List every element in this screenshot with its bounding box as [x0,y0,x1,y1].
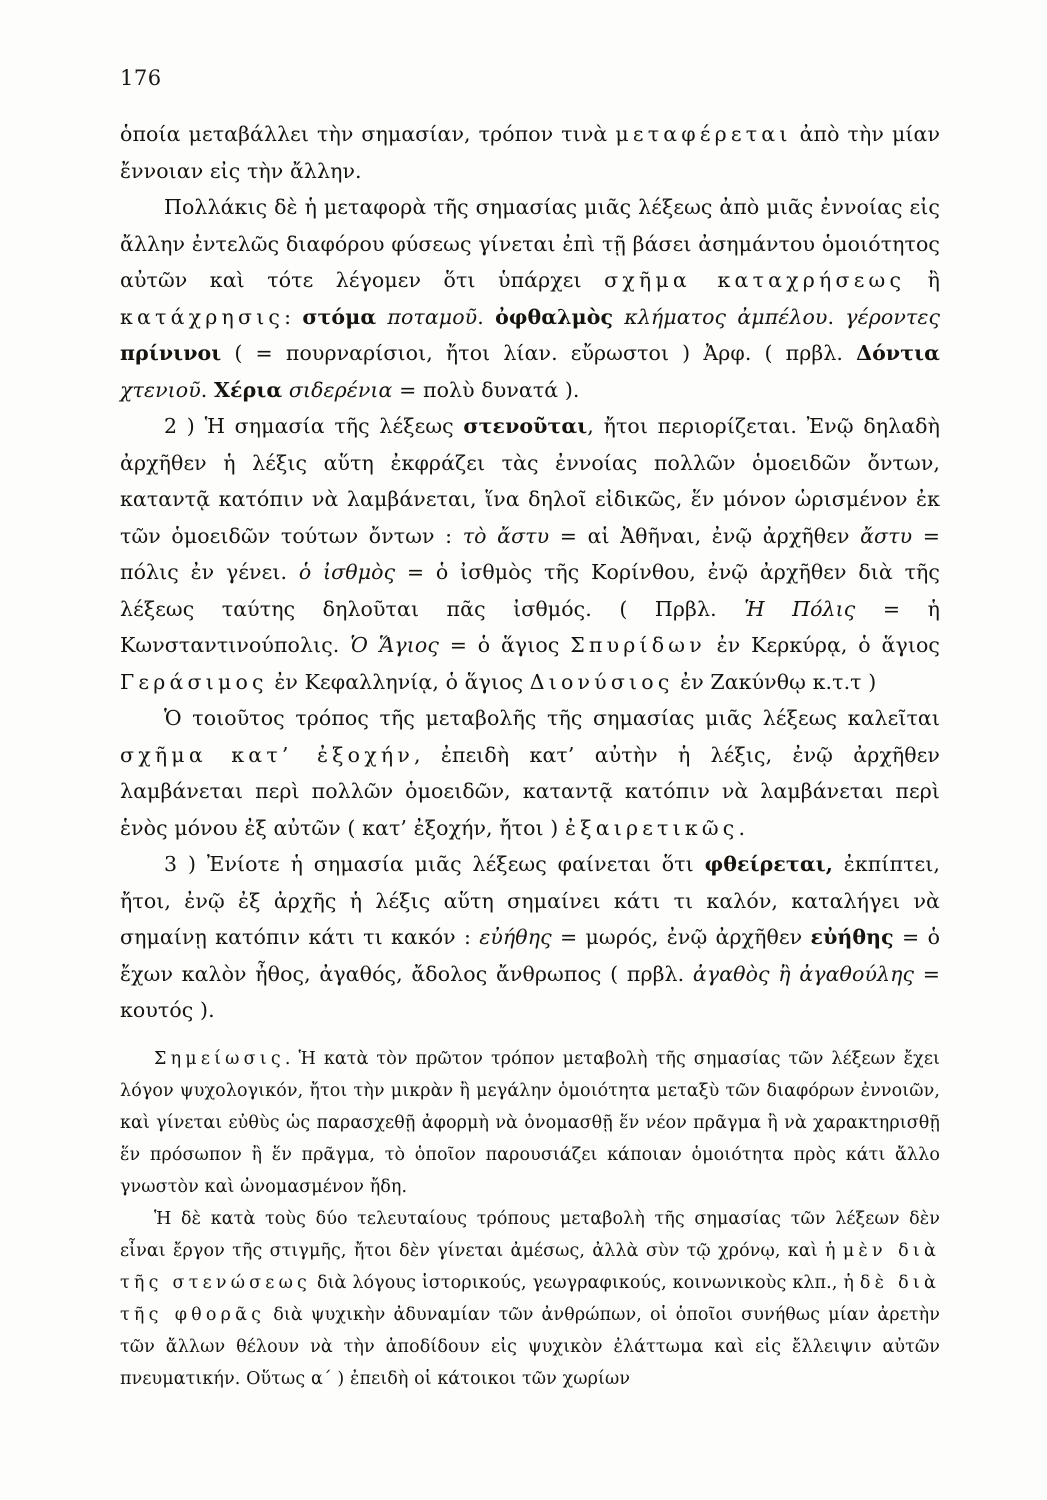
text-run: ὀφθαλμὸς [495,304,614,329]
main-paragraphs [120,116,940,1029]
text-run: πρίνινοι [120,341,222,365]
text-run: Πολλάκις δὲ ἡ μεταφορὰ τῆς σημασίας μιᾶς λέξεως ἀπὸ μιᾶς ἐννοίας εἰς ἄλλην ἐντελῶς διαφόρου φύσεως γίνεται ἐπὶ τῇ βάσει ἀσημάντου ὁμοιότητος αὐτῶν καὶ τότε λέγομεν ὅτι ὑπάρχει [120,195,940,292]
text-run: = ἡ Κωνσταντινούπολις. [120,596,940,657]
text-run: χτενιοῦ [120,377,201,402]
text-run: : [284,304,303,329]
text-run: , ἤτοι περιορίζεται. Ἐνῷ δηλαδὴ ἀρχῆθεν ἡ λέξις αὕτη ἐκφράζει τὰς ἐννοίας πολλῶν ὁμοειδῶν ὄντων, καταντᾷ κατόπιν νὰ λαμβάνεται, ἵνα δηλοῖ εἰδικῶς, ἕν μόνον ὡρισμένον ἐκ τῶν ὁμοειδῶν τούτων ὄντων : [120,414,940,548]
text-run: μὲν διὰ τῆς στενώσεως [120,1240,940,1293]
text-run: διὰ λόγους ἱστορικούς, γεωγραφικούς, κοινωνικοὺς κλπ., ἡ [311,1272,860,1293]
paragraph [120,408,940,700]
text-run: . [200,377,215,402]
text-run: = ὁ ἔχων καλὸν ἦθος, ἀγαθός, ἄδολος ἄνθρωπος ( πρβλ. [120,925,941,986]
text-run: ἐν Κεφαλληνίᾳ, ὁ ἅγιος [267,669,530,694]
text-run: 3 ) Ἐνίοτε ἡ σημασία μιᾶς λέξεως φαίνεται ὅτι [164,852,705,876]
text-run: ὁ ἰσθμὸς [298,560,396,584]
text-run: Ὁ Ἅγιος [350,633,439,657]
text-run: = ὁ ἅγιος [438,633,571,657]
text-run: Ἡ Πόλις [744,596,856,621]
paragraph [120,846,940,1029]
text-run: στόμα [302,304,377,329]
text-run: κατάχρησις [120,304,285,329]
text-run: = αἱ Ἀθῆναι, ἐνῷ ἀρχῆθεν [549,523,861,548]
text-run: Ὁ τοιοῦτος τρόπος τῆς μεταβολῆς τῆς σημασίας μιᾶς λέξεως καλεῖται [164,706,940,730]
body-text-column [120,116,940,1395]
text-run: στενοῦται [463,414,588,438]
paragraph [120,1203,940,1395]
text-run: ἄστυ [860,523,913,548]
text-run: Διονύσιος [529,669,674,694]
text-run: ( = πουρναρίσιοι, ἤτοι λίαν. εὔρωστοι ) Ἀρφ. ( πρβλ. [221,341,857,365]
paragraph [120,116,940,189]
text-run: Ἡ δὲ κατὰ τοὺς δύο τελευταίους τρόπους μεταβολὴ τῆς σημασίας τῶν λέξεων δὲν εἶναι ἔργον τῆς στιγμῆς, ἤτοι δὲν γίνεται ἀμέσως, ἀλλὰ σὺν τῷ χρόνῳ, καὶ ἡ [120,1208,940,1261]
text-run: Δόντια [856,341,940,365]
text-run: φθείρεται, [704,852,833,876]
text-run: γέροντες [845,304,941,329]
paragraph [120,189,940,408]
text-run: ποταμοῦ [376,304,478,329]
text-run: ἐν Κερκύρᾳ, ὁ ἅγιος [705,633,940,657]
text-run: δὲ διὰ τῆς φθορᾶς [120,1272,940,1325]
paragraph [120,1043,940,1203]
text-run: διὰ ψυχικὴν ἀδυναμίαν τῶν ἀνθρώπων, οἱ ὁποῖοι συνήθως μίαν ἀρετὴν τῶν ἄλλων θέλουν νὰ τὴν ἀποδίδουν εἰς ψυχικὸν ἐλάττωμα καὶ εἰς ἔλλειψιν αὐτῶν πνευματικήν. Οὕτως α΄ ) ἐπειδὴ οἱ κάτοικοι τῶν χωρίων [120,1304,940,1389]
page-number: 176 [120,66,162,90]
text-run: ὁποία μεταβάλλει τὴν σημασίαν, τρόπον τινὰ [120,122,616,146]
text-run: Γεράσιμος [120,669,268,694]
text-run: ἐν Ζακύνθῳ κ.τ.τ ) [673,669,877,694]
text-run: Χέρια [214,377,283,402]
text-run: = κουτός ). [120,961,940,1022]
text-run: ἀπὸ τὴν μίαν ἔννοιαν εἰς τὴν ἄλλην. [120,122,941,183]
text-run: σιδερένια [282,377,393,402]
text-run: τὸ ἄστυ [462,523,550,548]
text-run: ἐκπίπτει, ἤτοι, ἐνῷ ἐξ ἀρχῆς ἡ λέξις αὕτη σημαίνει κάτι τι καλόν, καταλήγει νὰ σημαίνῃ κατόπιν κάτι τι κακόν : [120,852,940,949]
text-run: ἀγαθὸς ἢ ἀγαθούλης [692,961,915,986]
footnote-block [120,1043,940,1395]
text-run: σχῆμα καταχρήσεως [604,268,906,292]
text-run: = μωρός, ἐνῷ ἀρχῆθεν [551,925,811,949]
text-run: . Ἡ κατὰ τὸν πρῶτον τρόπον μεταβολὴ τῆς σημασίας τῶν λέξεων ἔχει λόγον ψυχολογικόν, ἤτοι τὴν μικρὰν ἢ μεγάλην ὁμοιότητα μεταξὺ τῶν διαφόρων ἐννοιῶν, καὶ γίνεται εὐθὺς ὡς παρασχεθῇ ἀφορμὴ νὰ ὀνομασθῇ ἕν νέον πρᾶγμα ἢ νὰ χαρακτηρισθῇ ἕν πρόσωπον ἢ ἕν πρᾶγμα, τὸ ὁποῖον παρουσιάζει κάποιαν ὁμοιότητα πρὸς κάτι ἄλλο γνωστὸν καὶ ὠνομασμένον ἤδη. [120,1048,940,1197]
text-run: = ὁ ἰσθμὸς τῆς Κορίνθου, ἐνῷ ἀρχῆθεν διὰ τῆς λέξεως ταύτης δηλοῦται πᾶς ἰσθμός. ( Πρβλ. [120,560,940,621]
text-run: = πόλις ἐν γένει. [120,523,940,584]
text-run: ἐξαιρετικῶς [565,815,739,840]
paragraph [120,700,940,846]
text-run: 2 ) Ἡ σημασία τῆς λέξεως [164,414,464,438]
text-run: , ἐπειδὴ κατ’ αὐτὴν ἡ λέξις, ἐνῷ ἀρχῆθεν λαμβάνεται περὶ πολλῶν ὁμοειδῶν, καταντᾷ κατόπιν νὰ λαμβάνεται περὶ ἑνὸς μόνου ἐξ αὐτῶν ( κατ’ ἐξοχήν, ἤτοι ) [120,742,940,840]
text-run: σχῆμα κατ’ ἐξοχήν [120,742,414,767]
text-run: εὐήθης [479,925,552,949]
text-run: . [477,304,496,329]
text-run: = πολὺ δυνατά ). [392,377,580,402]
text-run: . [738,815,746,840]
text-run: ἢ [905,268,940,292]
text-run: Σημείωσις [154,1048,285,1069]
text-run: . [827,304,846,329]
text-run: μεταφέρεται [615,122,792,146]
text-run: κλήματος ἀμπέλου [613,304,828,329]
text-run: εὐήθης [810,925,894,949]
text-run: Σπυρίδων [570,633,706,657]
